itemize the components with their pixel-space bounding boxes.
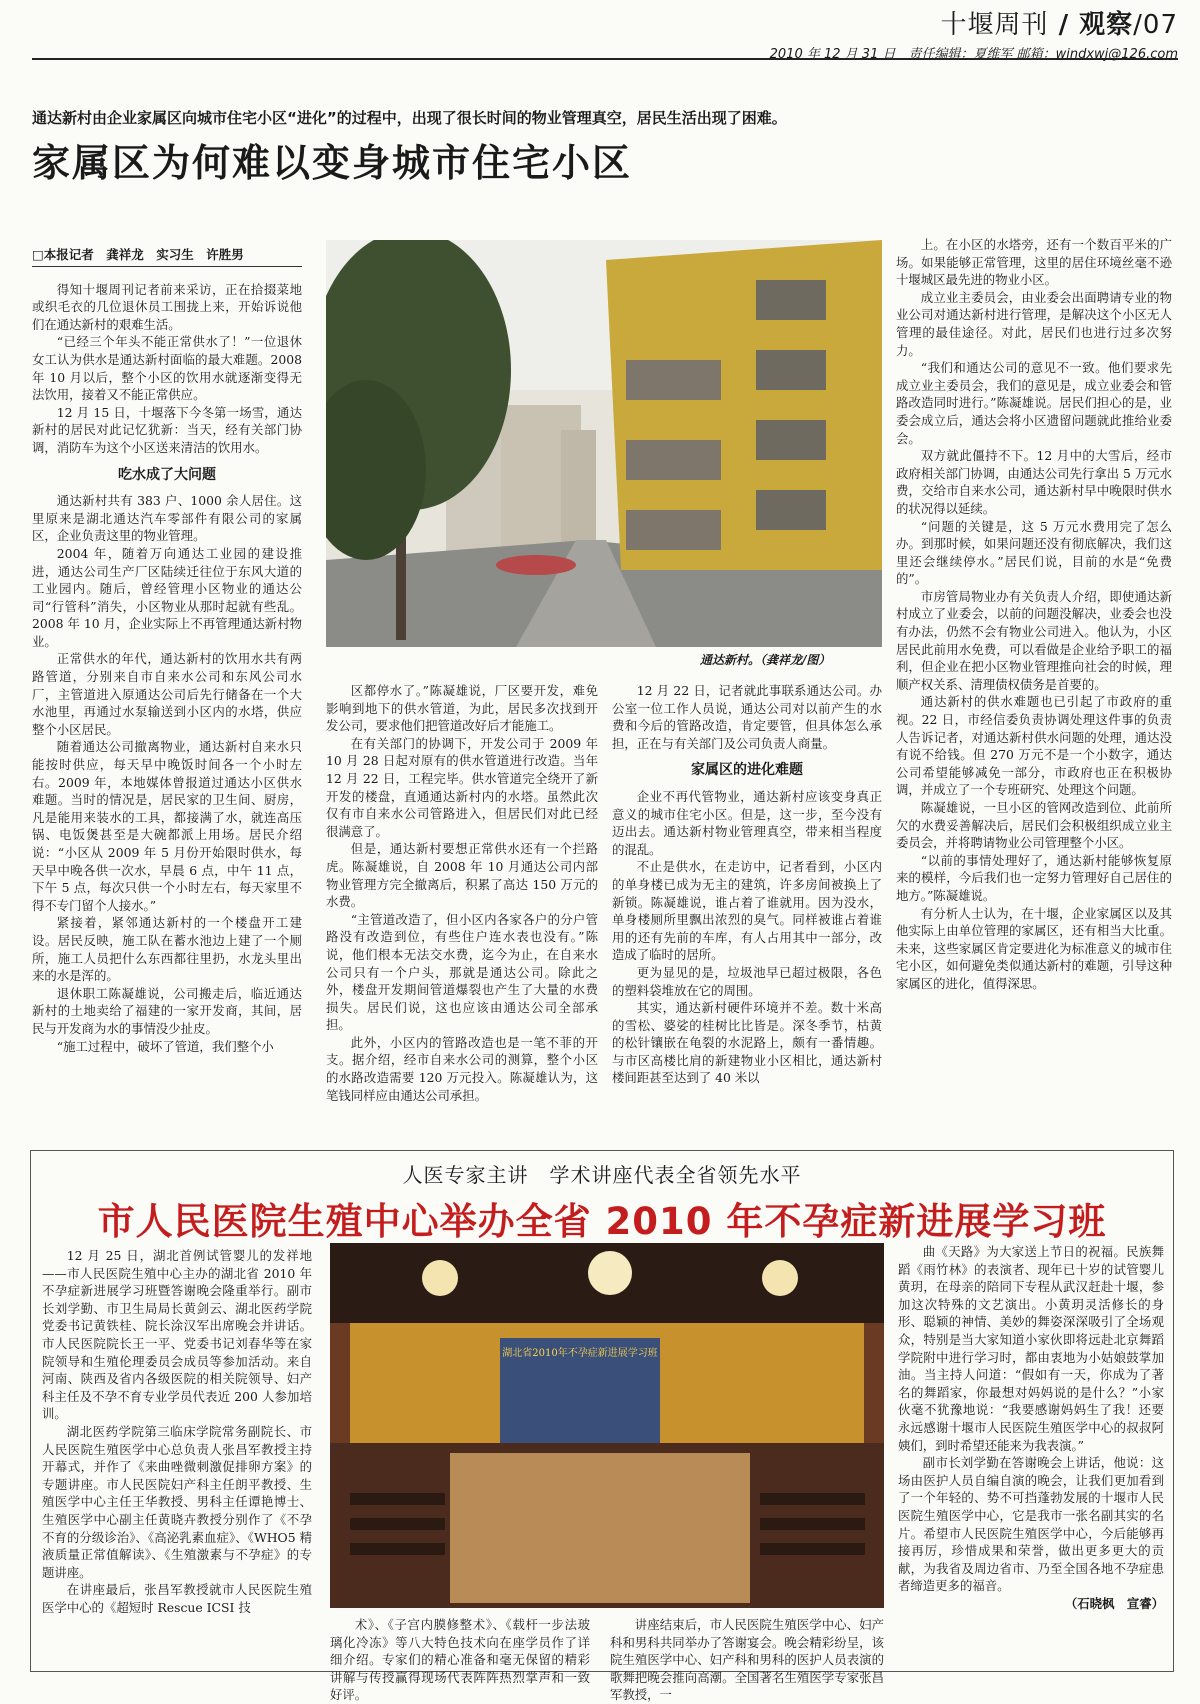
article-column-3 [612, 682, 882, 1087]
byline: □本报记者 龚祥龙 实习生 许胜男 [32, 246, 302, 267]
paragraph: “施工过程中，破坏了管道，我们整个小 [56, 1038, 274, 1054]
paragraph: “我们和通达公司的意见不一致。他们要求先成立业主委员会，我们的意见是，成立业委会和管路改造同时进行。”陈凝雄说。居民们担心的是，业委会成立后，通达会将小区遗留问题就此推给业委会。 [896, 360, 1172, 446]
masthead: 十堰周刊 / 观察/07 2010 年 12 月 31 日 责任编辑：夏维军 邮箱：windxwj@126.com [578, 4, 1178, 62]
paragraph: 正常供水的年代，通达新村的饮用水共有两路管道，分别来自市自来水公司和东风公司水厂，主管道进入原通达公司后先行储备在一个大水池里，再通过水泵输送到小区内的水塔，供应整个小区居民。 [32, 651, 302, 737]
masthead-info: 2010 年 12 月 31 日 责任编辑：夏维军 邮箱：windxwj@126.com [769, 47, 1178, 62]
subheading: 家属区的进化难题 [691, 762, 803, 779]
paragraph: 不止是供水，在走访中，记者看到，小区内的单身楼已成为无主的建筑，许多房间被换上了新锁。陈凝雄说，谁占着了谁就用。因为没水，单身楼厕所里飘出浓烈的臭气。同样被谁占着谁用的还有先前的车库，有人占用其中一部分，改造成了临时的居所。 [612, 859, 882, 963]
page-number: /07 [1133, 10, 1178, 40]
article2-author: （石晓枫 宣睿） [1064, 1595, 1164, 1611]
paragraph: 术》、《子宫内膜修整术》、《载杆一步法玻璃化冷冻》等八大特色技术向在座学员作了详细介绍。专家们的精心准备和毫无保留的精彩讲解与传授赢得现场代表阵阵热烈掌声和一致好评。 [330, 1617, 590, 1703]
paragraph: “问题的关键是，这 5 万元水费用完了怎么办。到那时候，如果问题还没有彻底解决，我们这里还会继续停水。”居民们说，目前的水是“免费的”。 [896, 518, 1172, 587]
article-headline: 家属区为何难以变身城市住宅小区 [32, 141, 633, 185]
paragraph: 12 月 15 日，十堰落下今冬第一场雪，通达新村的居民对此记忆犹新：当天，经有关部门协调，消防车为这个小区送来清洁的饮用水。 [32, 404, 302, 455]
paragraph: 上。在小区的水塔旁，还有一个数百平米的广场。如果能够正常管理，这里的居住环境丝毫不逊十堰城区最先进的物业小区。 [896, 237, 1172, 288]
paragraph: 12 月 22 日，记者就此事联系通达公司。办公室一位工作人员说，通达公司对以前产生的水费和今后的管路改造，肯定要管，但具体怎么承担，正在与有关部门及公司负责人商量。 [612, 683, 882, 751]
subheading: 吃水成了大问题 [118, 466, 216, 483]
paragraph: 在有关部门的协调下，开发公司于 2009 年 10 月 28 日起对原有的供水管道进行改造。当年 12 月 22 日，工程完毕。供水管道完全绕开了新开发的楼盘，直通通达新村内的水塔。虽然此次仅有市自来水公司管路进入，但居民们对此已经很满意了。 [326, 735, 598, 839]
paragraph: 在讲座最后，张昌军教授就市人民医院生殖医学中心的《超短时 Rescue ICSI 技 [42, 1582, 312, 1615]
paragraph: 得知十堰周刊记者前来采访，正在拾掇菜地或织毛衣的几位退休员工围拢上来，开始诉说他们在通达新村的艰难生活。 [32, 281, 302, 332]
paragraph: 区都停水了。”陈凝雄说，厂区要开发，难免影响到地下的供水管道，为此，居民多次找到开发公司，要求他们把管道改好后才能施工。 [326, 683, 598, 734]
paragraph: 紧接着，紧邻通达新村的一个楼盘开工建设。居民反映，施工队在蓄水池边上建了一个厕所，施工人员把什么东西都往里扔，水龙头里出来的水是浑的。 [32, 915, 302, 984]
paragraph: 但是，通达新村要想正常供水还有一个拦路虎。陈凝雄说，自 2008 年 10 月通达公司内部物业管理方完全撤离后，积累了高达 150 万元的水费。 [326, 841, 598, 910]
paragraph: 随着通达公司撤离物业，通达新村自来水只能按时供应，每天早中晚饭时间各一个小时左右。2009 年，本地媒体曾报道过通达小区供水难题。当时的情况是，居民家的卫生间、厨房，凡是能用来装水的工具，都接满了水，就连高压锅、电饭煲甚至是大碗都派上用场。居民介绍说：“小区从 2009 年 5 月份开始限时供水，每天早中晚各供一次水，早晨 6 点，中午 11 点，下午 5 点，每次只供一个小时左右，每天家里不得不专门留个人接水。” [32, 739, 302, 913]
article2-column-2 [330, 1616, 590, 1704]
article-column-1 [32, 246, 302, 1055]
top-rule [32, 58, 1178, 60]
paragraph: 湖北医药学院第三临床学院常务副院长、市人民医院生殖医学中心总负责人张昌军教授主持开幕式，并作了《来曲唑微刺激促排卵方案》的专题讲座。市人民医院妇产科主任朗平教授、生殖医学中心主任王华教授、男科主任谭艳博士、生殖医学中心副主任黄晓卉教授分别作了《不孕不育的分级诊治》、《高泌乳素血症》、《WHO5 精液质量正常值解读》、《生殖激素与不孕症》的专题讲座。 [42, 1423, 312, 1580]
paragraph: 成立业主委员会，由业委会出面聘请专业的物业公司对通达新村进行管理，是解决这个小区无人管理的最佳途径。对此，居民们也进行过多次努力。 [896, 289, 1172, 358]
article2-headline: 市人民医院生殖中心举办全省 2010 年不孕症新进展学习班 [97, 1200, 1107, 1243]
paragraph: 其实，通达新村硬件环境并不差。数十米高的雪松、婆娑的桂树比比皆是。深冬季节，枯黄的松针镶嵌在龟裂的水泥路上，颇有一番情趣。与市区高楼比肩的新建物业小区相比，通达新村楼间距甚至达到了 40 米以 [612, 1000, 882, 1086]
paragraph: 讲座结束后，市人民医院生殖医学中心、妇产科和男科共同举办了答谢宴会。晚会精彩纷呈，该院生殖医学中心、妇产科和男科的医护人员表演的歌舞把晚会推向高潮。全国著名生殖医学专家张昌军教授，一 [610, 1617, 884, 1703]
paragraph: 副市长刘学勤在答谢晚会上讲话，他说：这场由医护人员自编自演的晚会，让我们更加看到了一个年轻的、势不可挡蓬勃发展的十堰市人民医院生殖医学中心，它是我市一张名副其实的名片。希望市人民医院生殖医学中心，今后能够再接再厉，珍惜成果和荣誉，做出更多更大的贡献，为我省及周边省市、乃至全国各地不孕症患者缔造更多的福音。 [898, 1455, 1164, 1594]
paragraph: 12 月 25 日，湖北首例试管婴儿的发祥地——市人民医院生殖中心主办的湖北省 2010 年不孕症新进展学习班暨答谢晚会隆重举行。副市长刘学勤、市卫生局局长黄剑云、湖北医药学院党委书记黄铁桂、院长涂汉军出席晚会并讲话。市人民医院院长王一平、党委书记刘春华等在家院领导和生殖伦理委员会成员等参加活动。来自河南、陕西及省内各级医院的相关院领导、妇产科主任及不孕不育专业学员代表近 200 人参加培训。 [42, 1248, 312, 1422]
paragraph: 通达新村共有 383 户、1000 余人居住。这里原来是湖北通达汽车零部件有限公司的家属区，企业负责这里的物业管理。 [32, 493, 302, 544]
lecture-hall-photo [330, 1243, 884, 1608]
article-lead: 通达新村由企业家属区向城市住宅小区“进化”的过程中，出现了很长时间的物业管理真空，居民生活出现了困难。 [32, 109, 787, 127]
paragraph: “已经三个年头不能正常供水了！”一位退休女工认为供水是通达新村面临的最大难题。2008 年 10 月以后，整个小区的饮用水就逐渐变得无法饮用，接着又不能正常供应。 [32, 334, 302, 403]
residential-building-photo [326, 240, 882, 647]
paragraph: “主管道改造了，但小区内各家各户的分户管路没有改造到位，有些住户连水表也没有。”陈说，他们根本无法交水费，迄今为止，在自来水公司只有一个户头，那就是通达公司。除此之外，楼盘开发期间管道爆裂也产生了大量的水费损失。居民们说，这也应该由通达公司全部承担。 [326, 911, 598, 1033]
paragraph: 此外，小区内的管路改造也是一笔不菲的开支。据介绍，经市自来水公司的测算，整个小区的水路改造需要 120 万元投入。陈凝雄认为，这笔钱同样应由通达公司承担。 [326, 1034, 598, 1103]
banner-text: 湖北省2010年不孕症新进展学习班 [502, 1348, 658, 1359]
paragraph: 有分析人士认为，在十堰，企业家属区以及其他实际上由单位管理的家属区，还有相当大比重。未来，这些家属区肯定要进化为标准意义的城市住宅小区，如何避免类似通达新村的难题，引导这种家属区的进化，值得深思。 [896, 905, 1172, 991]
article2-column-1 [42, 1247, 312, 1616]
article2-column-4 [898, 1243, 1164, 1612]
paragraph: 市房管局物业办有关负责人介绍，即使通达新村成立了业委会，以前的问题没解决，业委会也没有办法，仍然不会有物业公司进入。他认为，小区居民此前用水免费，可以看做是企业给予职工的福利，但企业在把小区物业管理推向社会的时候，理顺产权关系、清理债权债务是首要的。 [896, 588, 1172, 692]
paragraph: 陈凝雄说，一旦小区的管网改造到位、此前所欠的水费妥善解决后，居民们会积极组织成立业主委员会，并将聘请物业公司管理整个小区。 [896, 800, 1172, 851]
paragraph: “以前的事情处理好了，通达新村能够恢复原来的模样，今后我们也一定努力管理好自己居住的地方。”陈凝雄说。 [896, 852, 1172, 903]
paragraph: 双方就此僵持不下。12 月中的大雪后，经市政府相关部门协调，由通达公司先行拿出 5 万元水费，交给市自来水公司，通达新村早中晚限时供水的状况得以延续。 [896, 448, 1172, 516]
paragraph: 更为显见的是，垃圾池早已超过极限，各色的塑料袋堆放在它的周围。 [612, 964, 882, 998]
paragraph: 2004 年，随着万向通达工业园的建设推进，通达公司生产厂区陆续迁往位于东风大道的工业园内。随后，曾经管理小区物业的通达公司“行管科”消失，小区物业从那时起就有些乱。2008 年 10 月，企业实际上不再管理通达新村物业。 [32, 545, 302, 649]
article-column-4 [896, 236, 1172, 993]
paragraph: 通达新村的供水难题也已引起了市政府的重视。22 日，市经信委负责协调处理这件事的负责人告诉记者，对通达新村供水问题的处理，通达没有说不给钱。但 270 万元不是一个小数字，通达公司希望能够减免一部分，市政府也正在积极协调，并成立了一个专班研究、处理这个问题。 [896, 694, 1172, 798]
photo-caption: 通达新村。（龚祥龙/图） [700, 653, 831, 667]
article2-subtitle: 人医专家主讲 学术讲座代表全省领先水平 [402, 1163, 802, 1187]
article-column-2 [326, 682, 598, 1104]
masthead-section: 观察 [1079, 10, 1134, 40]
paragraph: 曲《天路》为大家送上节日的祝福。民族舞蹈《雨竹林》的表演者、现年已十岁的试管婴儿黄玥，在母亲的陪同下专程从武汉赶赴十堰，参加这次特殊的文艺演出。小黄玥灵活修长的身形、聪颖的神情、美妙的舞姿深深吸引了全场观众，特别是当大家知道小家伙即将远赴北京舞蹈学院附中进行学习时，都由衷地为小姑娘鼓掌加油。当主持人问道：“假如有一天，你成为了著名的舞蹈家，你最想对妈妈说的是什么？”小家伙毫不犹豫地说：“我要感谢妈妈生了我！还要永远感谢十堰市人民医院生殖医学中心的叔叔阿姨们，到时希望还能来为我表演。” [898, 1244, 1164, 1453]
article2-column-3 [610, 1616, 884, 1704]
paragraph: 退休职工陈凝雄说，公司搬走后，临近通达新村的土地卖给了福建的一家开发商，其间，居民与开发商为水的事情没少扯皮。 [32, 985, 302, 1036]
masthead-title: 十堰周刊 [940, 10, 1049, 40]
paragraph: 企业不再代管物业，通达新村应该变身真正意义的城市住宅小区。但是，这一步，至今没有迈出去。通达新村物业管理真空，带来相当程度的混乱。 [612, 788, 882, 857]
